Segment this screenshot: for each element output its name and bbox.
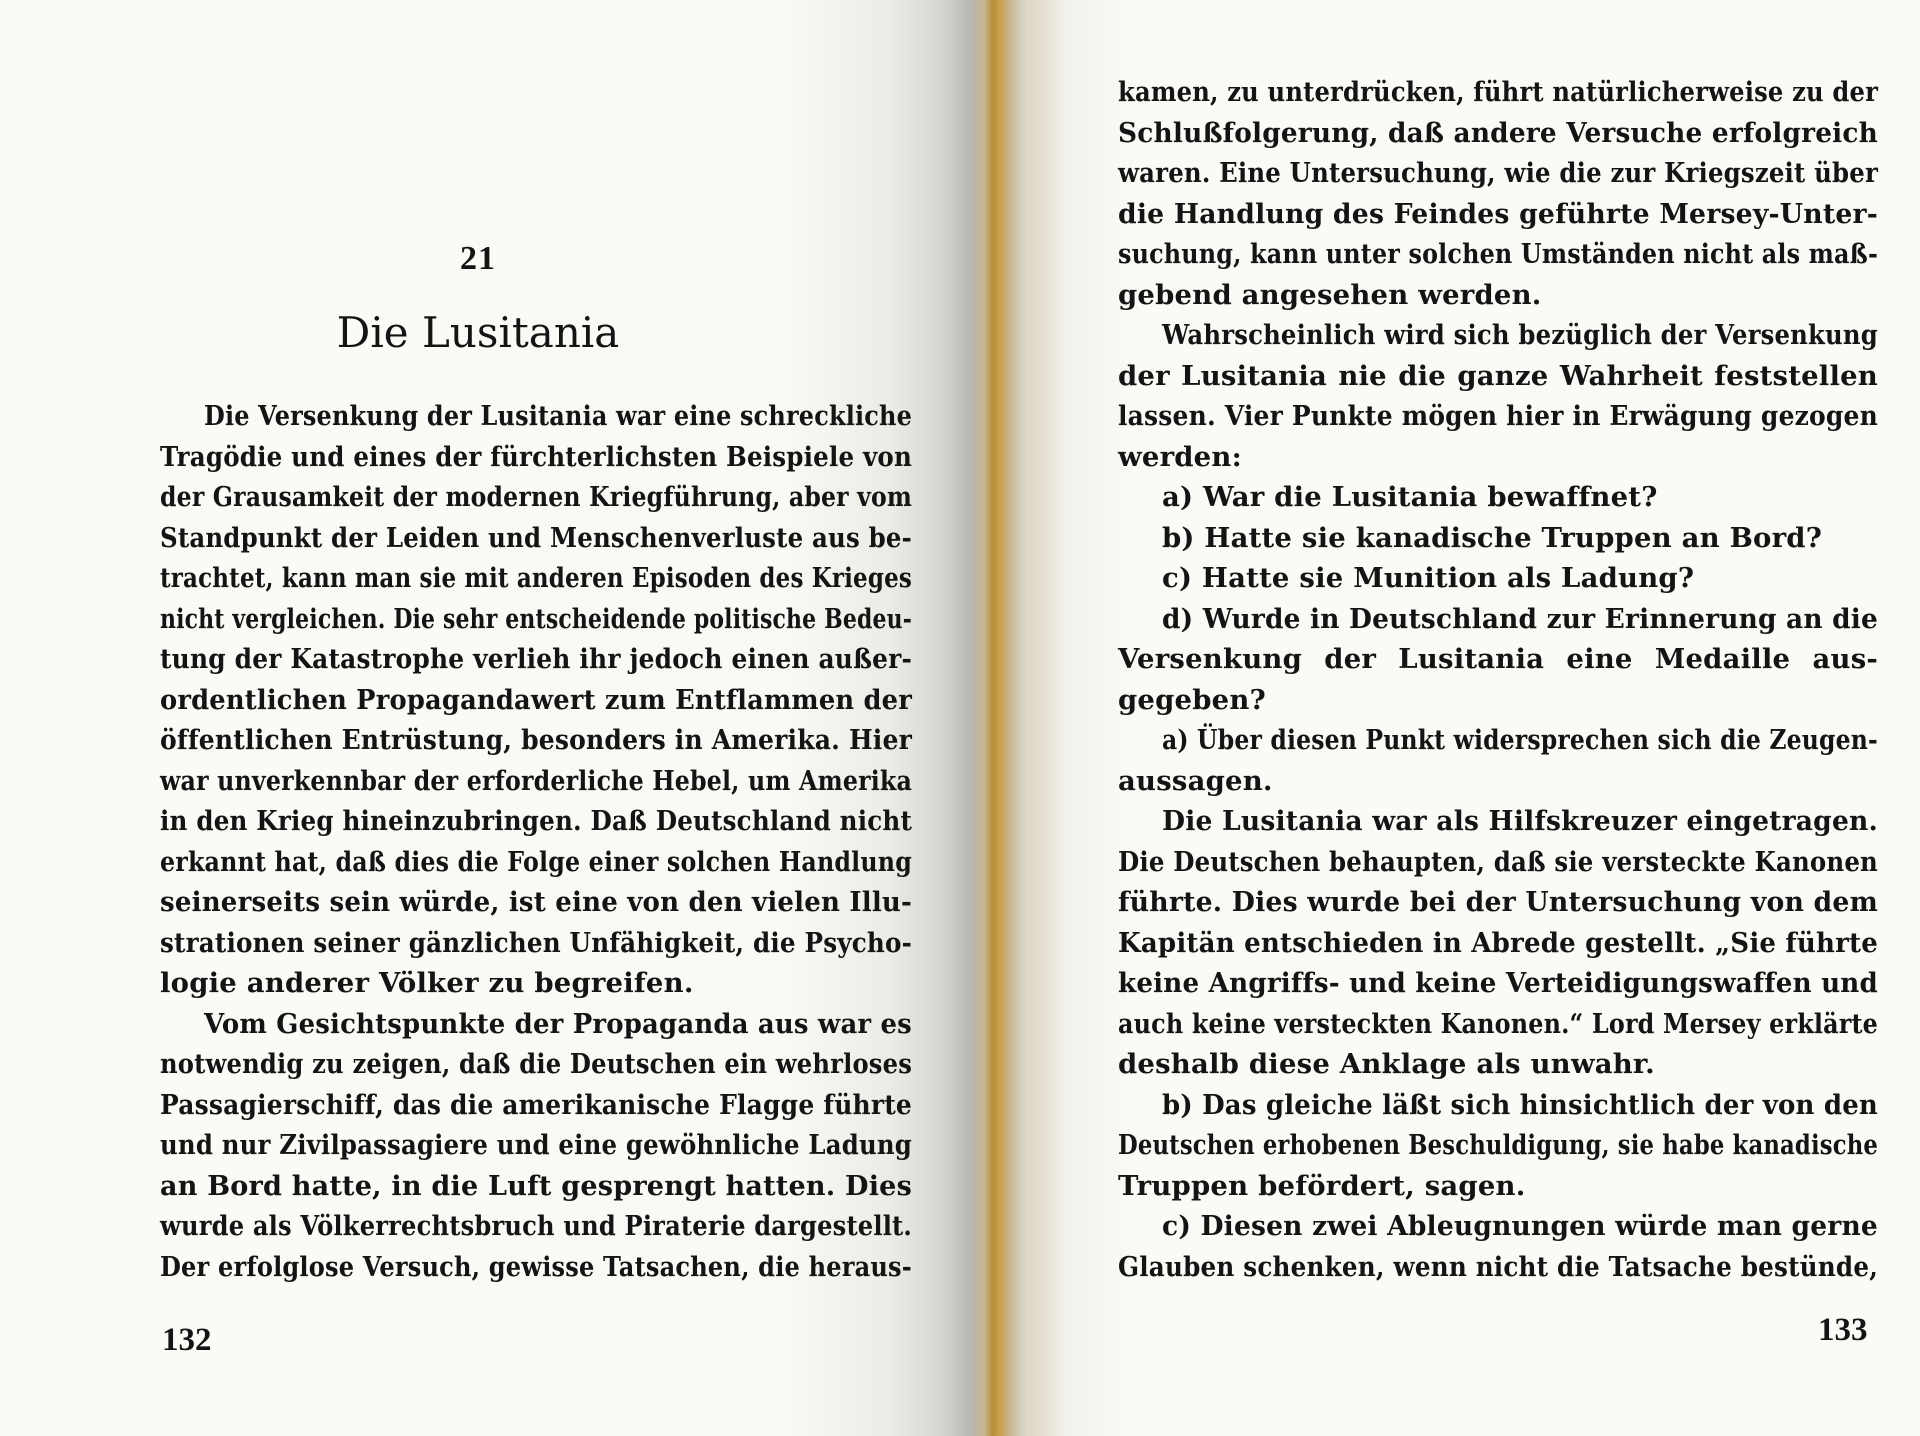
text-line: an Bord hatte, in die Luft gesprengt hatten. Dies <box>160 1169 913 1202</box>
text-line: b) Hatte sie kanadische Truppen an Bord? <box>1162 521 1823 554</box>
chapter-title: Die Lusitania <box>336 308 620 357</box>
text-line: der Lusitania nie die ganze Wahrheit feststellen <box>1118 359 1878 392</box>
text-line: logie anderer Völker zu begreifen. <box>160 967 694 999</box>
text-line: b) Das gleiche läßt sich hinsichtlich der von den <box>1162 1088 1879 1121</box>
text-line: tung der Katastrophe verlieh ihr jedoch einen außer- <box>160 643 912 675</box>
page-number-left: 132 <box>162 1322 212 1358</box>
left-page <box>0 0 956 1436</box>
text-line: Der erfolglose Versuch, gewisse Tatsachen, die heraus- <box>160 1250 912 1283</box>
text-line: und nur Zivilpassagiere und eine gewöhnliche Ladung <box>160 1129 913 1161</box>
text-line: d) Wurde in Deutschland zur Erinnerung an die <box>1162 602 1878 635</box>
text-line: öffentlichen Entrüstung, besonders in Amerika. Hier <box>160 724 913 756</box>
left-page-body <box>160 396 912 1287</box>
text-line: werden: <box>1118 440 1242 473</box>
text-line: gegeben? <box>1118 683 1266 716</box>
text-line: Standpunkt der Leiden und Menschenverluste aus be- <box>160 521 913 554</box>
text-line: c) Hatte sie Munition als Ladung? <box>1162 562 1695 594</box>
text-line: a) Über diesen Punkt widersprechen sich die Zeugen- <box>1162 724 1878 756</box>
text-line: Kapitän entschieden in Abrede gestellt. „Sie führte <box>1118 926 1879 959</box>
text-line: kamen, zu unterdrücken, führt natürlicherweise zu der <box>1118 76 1879 108</box>
text-line: seinerseits sein würde, ist eine von den vielen Illu- <box>160 886 913 918</box>
book-gutter <box>956 0 1030 1436</box>
text-line: keine Angriffs- und keine Verteidigungswaffen und <box>1118 967 1879 999</box>
text-line: waren. Eine Untersuchung, wie die zur Kriegszeit über <box>1118 157 1879 189</box>
page-number-right: 133 <box>1818 1312 1868 1348</box>
text-line: auch keine versteckten Kanonen.“ Lord Mersey erklärte <box>1118 1007 1879 1040</box>
text-line: trachtet, kann man sie mit anderen Episoden des Krieges <box>160 562 912 594</box>
text-line: Die Deutschen behaupten, daß sie versteckte Kanonen <box>1118 845 1878 878</box>
chapter-number: 21 <box>460 240 496 277</box>
text-line: Vom Gesichtspunkte der Propaganda aus war es <box>204 1007 912 1040</box>
text-line: c) Diesen zwei Ableugnungen würde man gerne <box>1162 1210 1878 1242</box>
text-line: Wahrscheinlich wird sich bezüglich der Versenkung <box>1162 319 1878 351</box>
text-line: erkannt hat, daß dies die Folge einer solchen Handlung <box>160 845 912 878</box>
text-line: Passagierschiff, das die amerikanische Flagge führte <box>160 1088 913 1121</box>
text-line: notwendig zu zeigen, daß die Deutschen ein wehrloses <box>160 1048 913 1080</box>
text-line: deshalb diese Anklage als unwahr. <box>1118 1048 1655 1080</box>
text-line: ordentlichen Propagandawert zum Entflammen der <box>160 683 913 716</box>
text-line: der Grausamkeit der modernen Kriegführung, aber vom <box>160 481 913 513</box>
text-line: a) War die Lusitania bewaffnet? <box>1162 481 1658 513</box>
text-line: in den Krieg hineinzubringen. Daß Deutschland nicht <box>160 805 913 837</box>
text-line: Truppen befördert, sagen. <box>1118 1169 1526 1202</box>
text-line: lassen. Vier Punkte mögen hier in Erwägung gezogen <box>1118 400 1878 432</box>
text-line: Schlußfolgerung, daß andere Versuche erfolgreich <box>1118 116 1879 149</box>
text-line: Tragödie und eines der fürchterlichsten Beispiele von <box>160 440 913 473</box>
text-line: suchung, kann unter solchen Umständen nicht als maß- <box>1118 238 1879 270</box>
text-line: wurde als Völkerrechtsbruch und Piraterie dargestellt. <box>160 1210 912 1242</box>
text-line: aussagen. <box>1118 764 1273 797</box>
text-line: Versenkung der Lusitania eine Medaille aus- <box>1118 643 1878 675</box>
right-page <box>1030 0 1920 1436</box>
text-line: führte. Dies wurde bei der Untersuchung von dem <box>1118 886 1879 918</box>
right-page-body <box>1118 72 1878 1287</box>
text-line: Deutschen erhobenen Beschuldigung, sie habe kanadische <box>1118 1129 1878 1161</box>
text-line: war unverkennbar der erforderliche Hebel, um Amerika <box>160 764 913 797</box>
text-line: die Handlung des Feindes geführte Mersey-Unter- <box>1118 197 1879 230</box>
text-line: gebend angesehen werden. <box>1118 278 1542 311</box>
text-line: Die Lusitania war als Hilfskreuzer eingetragen. <box>1162 805 1878 837</box>
text-line: nicht vergleichen. Die sehr entscheidende politische Bedeu- <box>160 602 912 635</box>
text-line: Die Versenkung der Lusitania war eine schreckliche <box>204 400 913 432</box>
text-line: Glauben schenken, wenn nicht die Tatsache bestünde, <box>1118 1250 1878 1283</box>
text-line: strationen seiner gänzlichen Unfähigkeit, die Psycho- <box>160 926 913 959</box>
